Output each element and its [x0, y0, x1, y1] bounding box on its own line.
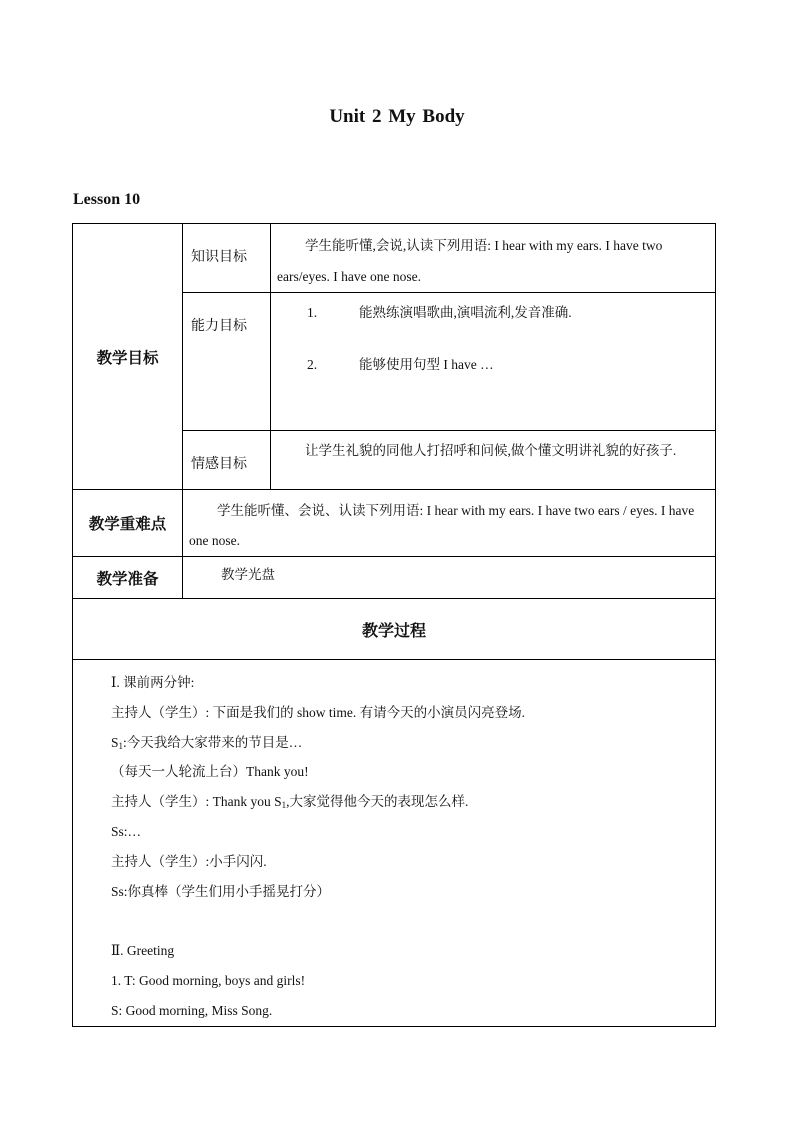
key-points-header: 教学重难点 [73, 490, 183, 557]
preparation-text: 教学光盘 [183, 557, 716, 599]
process-line: Ss:你真棒（学生们用小手摇晃打分） [111, 883, 331, 899]
subscript: 1 [281, 800, 287, 811]
lesson-plan-table [72, 223, 716, 1027]
objectives-header: 教学目标 [73, 224, 183, 490]
knowledge-label: 知识目标 [183, 224, 271, 293]
ability-item [271, 303, 715, 323]
ability-item-text: 能熟练演唱歌曲,演唱流利,发音准确. [359, 305, 572, 320]
ability-item-number: 2. [307, 357, 318, 372]
subscript: 1 [118, 740, 124, 751]
lesson-heading: Lesson 10 [73, 191, 141, 208]
ability-label: 能力目标 [183, 293, 271, 431]
line-text: ,大家觉得他今天的表现怎么样. [286, 794, 469, 810]
emotion-label: 情感目标 [183, 431, 271, 490]
preparation-header: 教学准备 [73, 557, 183, 599]
knowledge-text: 学生能听懂,会说,认读下列用语: I hear with my ears. I have two ears/eyes. I have one nose. [271, 224, 716, 293]
process-line [111, 906, 715, 936]
process-line [111, 728, 715, 758]
ability-item [271, 355, 715, 375]
process-header: 教学过程 [73, 599, 716, 660]
emotion-text: 让学生礼貌的同他人打招呼和问候,做个懂文明讲礼貌的好孩子. [271, 431, 716, 490]
process-line [111, 787, 715, 817]
line-text: 主持人（学生）: Thank you S [111, 794, 282, 810]
line-text: S [111, 734, 119, 750]
process-line: Ⅱ. Greeting [111, 943, 175, 959]
process-line: Ss:… [111, 823, 142, 839]
ability-item-text: 能够使用句型 I have … [359, 357, 494, 372]
process-content [73, 660, 716, 1027]
line-text: :今天我给大家带来的节目是… [123, 734, 303, 750]
process-line: （每天一人轮流上台）Thank you! [111, 764, 309, 780]
process-line: 主持人（学生）: 下面是我们的 show time. 有请今天的小演员闪亮登场. [111, 704, 525, 720]
key-points-text: 学生能听懂、会说、认读下列用语: I hear with my ears. I have two ears / eyes. I have one nose. [183, 490, 716, 557]
page-title: Unit 2 My Body [329, 106, 465, 127]
ability-item-number: 1. [307, 305, 318, 320]
process-line: 主持人（学生）:小手闪闪. [111, 853, 267, 869]
process-line: S: Good morning, Miss Song. [111, 1002, 273, 1018]
ability-list [271, 293, 716, 431]
process-line: Ⅰ. 课前两分钟: [111, 675, 195, 690]
process-line: 1. T: Good morning, boys and girls! [111, 972, 306, 988]
